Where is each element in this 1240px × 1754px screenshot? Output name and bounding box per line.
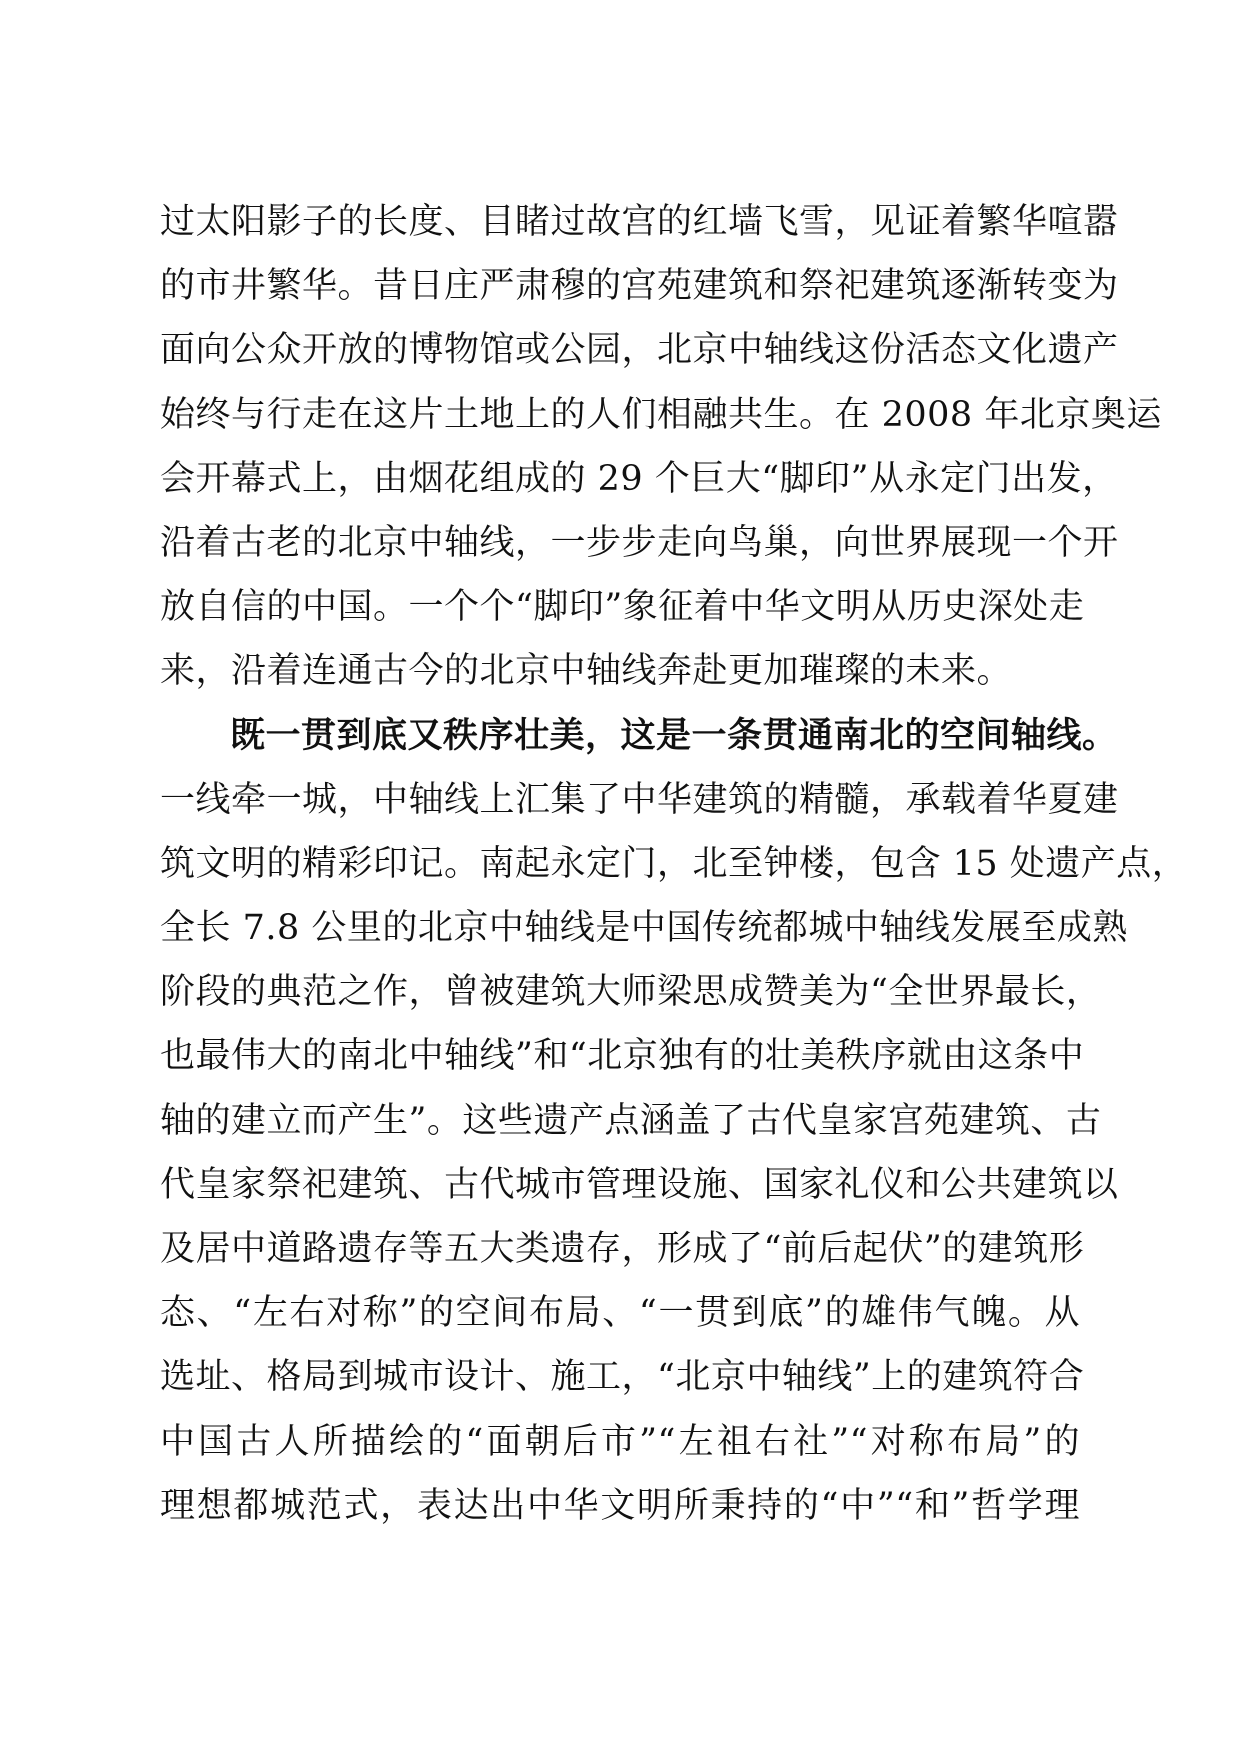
text-line: 会开幕式上，由烟花组成的 29 个巨大“脚印”从永定门出发， [160,458,1118,499]
text-line: 的市井繁华。昔日庄严肃穆的宫苑建筑和祭祀建筑逐渐转变为 [160,266,1119,307]
text-line: 阶段的典范之作，曾被建筑大师梁思成赞美为“全世界最长， [160,972,1102,1013]
text-line: 全长 7.8 公里的北京中轴线是中国传统都城中轴线发展至成熟 [160,908,1128,949]
text-line: 选址、格局到城市设计、施工，“北京中轴线”上的建筑符合 [160,1357,1085,1398]
text-line: 及居中道路遗存等五大类遗存，形成了“前后起伏”的建筑形 [160,1229,1085,1269]
text-line: 始终与行走在这片土地上的人们相融共生。在 2008 年北京奥运 [160,394,1162,435]
text-line: 沿着古老的北京中轴线，一步步走向鸟巢，向世界展现一个开 [160,522,1119,563]
text-line: 面向公众开放的博物馆或公园，北京中轴线这份活态文化遗产 [160,330,1119,371]
body-text [160,190,1188,1538]
text-line: 筑文明的精彩印记。南起永定门，北至钟楼，包含 15 处遗产点， [160,843,1188,884]
text-line: 态、“左右对称”的空间布局、“一贯到底”的雄伟气魄。从 [160,1293,1080,1334]
section-heading: 既一贯到底又秩序壮美，这是一条贯通南北的空间轴线。 [230,715,1118,756]
text-line: 中国古人所描绘的“面朝后市”“左祖右社”“对称布局”的 [160,1421,1080,1462]
text-line: 轴的建立而产生”。这些遗产点涵盖了古代皇家宫苑建筑、古 [160,1100,1102,1141]
text-line: 代皇家祭祀建筑、古代城市管理设施、国家礼仪和公共建筑以 [160,1164,1119,1205]
text-line: 理想都城范式，表达出中华文明所秉持的“中”“和”哲学理 [160,1485,1080,1526]
text-line: 来，沿着连通古今的北京中轴线奔赴更加璀璨的未来。 [160,651,1013,692]
text-line: 放自信的中国。一个个“脚印”象征着中华文明从历史深处走 [160,587,1085,628]
text-line: 也最伟大的南北中轴线”和“北京独有的壮美秩序就由这条中 [160,1036,1085,1077]
text-line: 过太阳影子的长度、目睹过故宫的红墙飞雪，见证着繁华喧嚣 [160,202,1119,242]
text-line: 一线牵一城，中轴线上汇集了中华建筑的精髓，承载着华夏建 [160,779,1119,820]
